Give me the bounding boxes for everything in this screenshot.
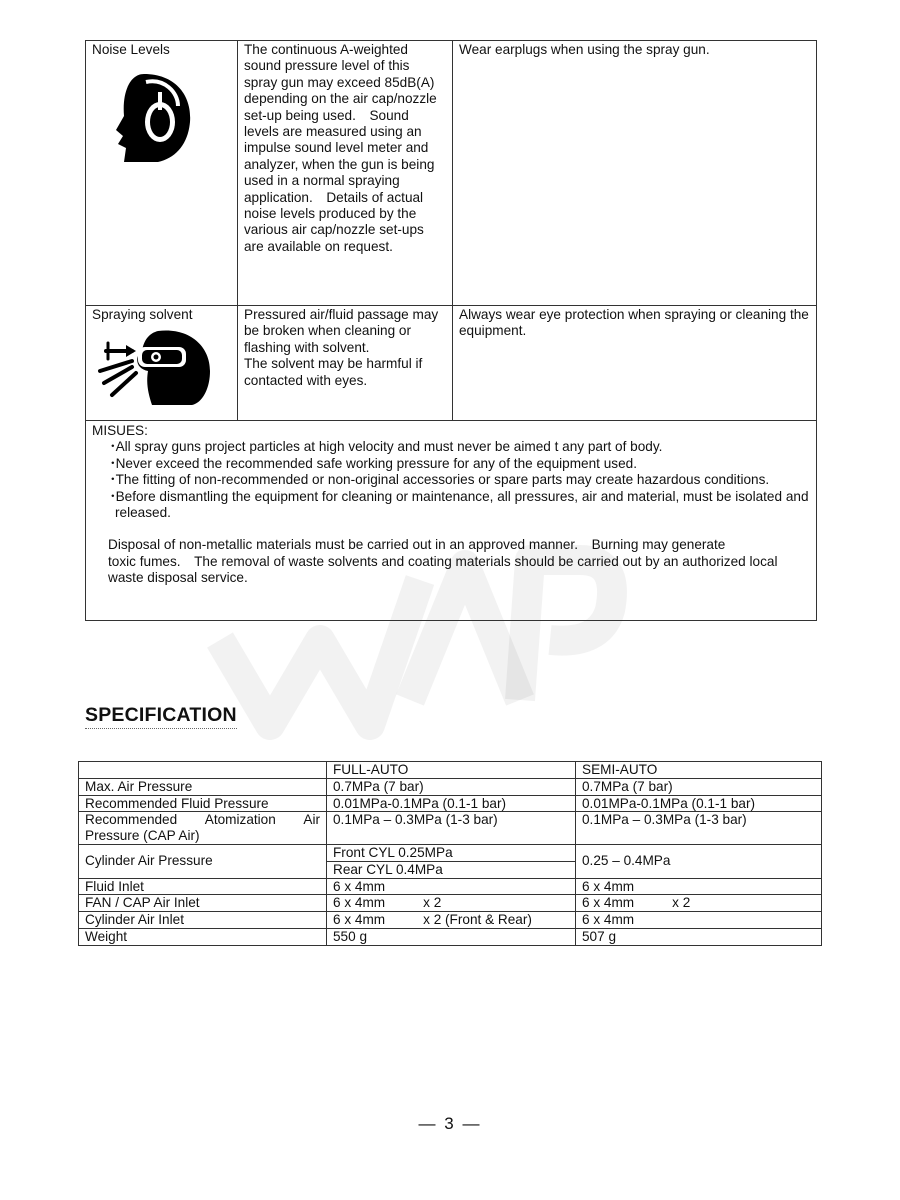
spec-value: 0.25 – 0.4MPa bbox=[576, 844, 822, 878]
table-row bbox=[79, 844, 822, 861]
hazard-description: The continuous A-weighted sound pressure level of this spray gun may exceed 85dB(A) depending on the air cap/nozzle set-up being used. Sound levels are measured using an impulse sound level meter and analyzer, when the gun is being used in a normal spraying application. Details of actual noise levels produced by the various air cap/nozzle set-ups are available on request. bbox=[238, 41, 453, 306]
spec-label: Weight bbox=[79, 928, 327, 945]
spec-value: 6 x 4mm bbox=[327, 878, 576, 895]
hazard-precaution: Always wear eye protection when spraying or cleaning the equipment. bbox=[453, 306, 817, 421]
hazard-title: Spraying solvent bbox=[92, 307, 193, 322]
page-number: — 3 — bbox=[418, 1114, 482, 1133]
hazard-row-noise bbox=[86, 41, 817, 306]
misuses-row bbox=[86, 421, 817, 621]
column-header: FULL-AUTO bbox=[327, 762, 576, 779]
spec-value: 6 x 4mm x 2 (Front & Rear) bbox=[327, 912, 576, 929]
spec-value: 6 x 4mm x 2 bbox=[576, 895, 822, 912]
spec-value: 6 x 4mm x 2 bbox=[327, 895, 576, 912]
misuses-heading: MISUES: bbox=[92, 423, 148, 438]
table-row bbox=[79, 895, 822, 912]
table-row bbox=[79, 778, 822, 795]
misuses-cell bbox=[86, 421, 817, 621]
spec-value: 0.1MPa – 0.3MPa (1-3 bar) bbox=[327, 812, 576, 845]
spec-value: 0.01MPa-0.1MPa (0.1-1 bar) bbox=[576, 795, 822, 812]
hazard-precaution: Wear earplugs when using the spray gun. bbox=[453, 41, 817, 306]
table-row bbox=[79, 912, 822, 929]
hazard-title-cell bbox=[86, 41, 238, 306]
hazard-table bbox=[85, 40, 817, 621]
table-header-row bbox=[79, 762, 822, 779]
spec-value: 6 x 4mm bbox=[576, 912, 822, 929]
specification-table bbox=[78, 761, 822, 946]
list-item: ・ Never exceed the recommended safe working pressure for any of the equipment used. bbox=[108, 456, 810, 472]
spec-label: Fluid Inlet bbox=[79, 878, 327, 895]
table-row bbox=[79, 928, 822, 945]
hazard-description: Pressured air/fluid passage may be broken when cleaning or flashing with solvent. The solvent may be harmful if contacted with eyes. bbox=[238, 306, 453, 421]
misuses-list bbox=[92, 439, 810, 521]
hazard-row-solvent bbox=[86, 306, 817, 421]
spec-label: Max. Air Pressure bbox=[79, 778, 327, 795]
table-row bbox=[79, 812, 822, 845]
spec-value: Rear CYL 0.4MPa bbox=[327, 861, 576, 878]
list-item: ・ All spray guns project particles at high velocity and must never be aimed t any part of body. bbox=[108, 439, 810, 455]
eye-protection-icon bbox=[96, 327, 218, 405]
column-header bbox=[79, 762, 327, 779]
table-row bbox=[79, 878, 822, 895]
specification-heading: SPECIFICATION bbox=[85, 704, 237, 729]
ear-protection-icon bbox=[114, 72, 194, 164]
spec-label: Cylinder Air Pressure bbox=[79, 844, 327, 878]
spec-label: Recommended Atomization Air Pressure (CAP Air) bbox=[79, 812, 327, 845]
table-row bbox=[79, 795, 822, 812]
hazard-title: Noise Levels bbox=[92, 42, 170, 57]
spec-label: Recommended Fluid Pressure bbox=[79, 795, 327, 812]
spec-value: 0.7MPa (7 bar) bbox=[576, 778, 822, 795]
spec-label: Cylinder Air Inlet bbox=[79, 912, 327, 929]
spec-label: FAN / CAP Air Inlet bbox=[79, 895, 327, 912]
column-header: SEMI-AUTO bbox=[576, 762, 822, 779]
disposal-note: Disposal of non-metallic materials must be carried out in an approved manner. Burning may generate toxic fumes. The removal of waste solvents and coating materials should be carried out by an authorized local waste disposal service. bbox=[108, 537, 778, 586]
spec-value: 6 x 4mm bbox=[576, 878, 822, 895]
spec-value: 0.7MPa (7 bar) bbox=[327, 778, 576, 795]
list-item: ・ The fitting of non-recommended or non-original accessories or spare parts may create hazardous conditions. bbox=[108, 472, 810, 488]
hazard-title-cell bbox=[86, 306, 238, 421]
spec-value: 507 g bbox=[576, 928, 822, 945]
spec-value: Front CYL 0.25MPa bbox=[327, 844, 576, 861]
spec-value: 0.1MPa – 0.3MPa (1-3 bar) bbox=[576, 812, 822, 845]
spec-value: 550 g bbox=[327, 928, 576, 945]
spec-value: 0.01MPa-0.1MPa (0.1-1 bar) bbox=[327, 795, 576, 812]
list-item: ・ Before dismantling the equipment for cleaning or maintenance, all pressures, air and material, must be isolated and released. bbox=[108, 489, 810, 522]
